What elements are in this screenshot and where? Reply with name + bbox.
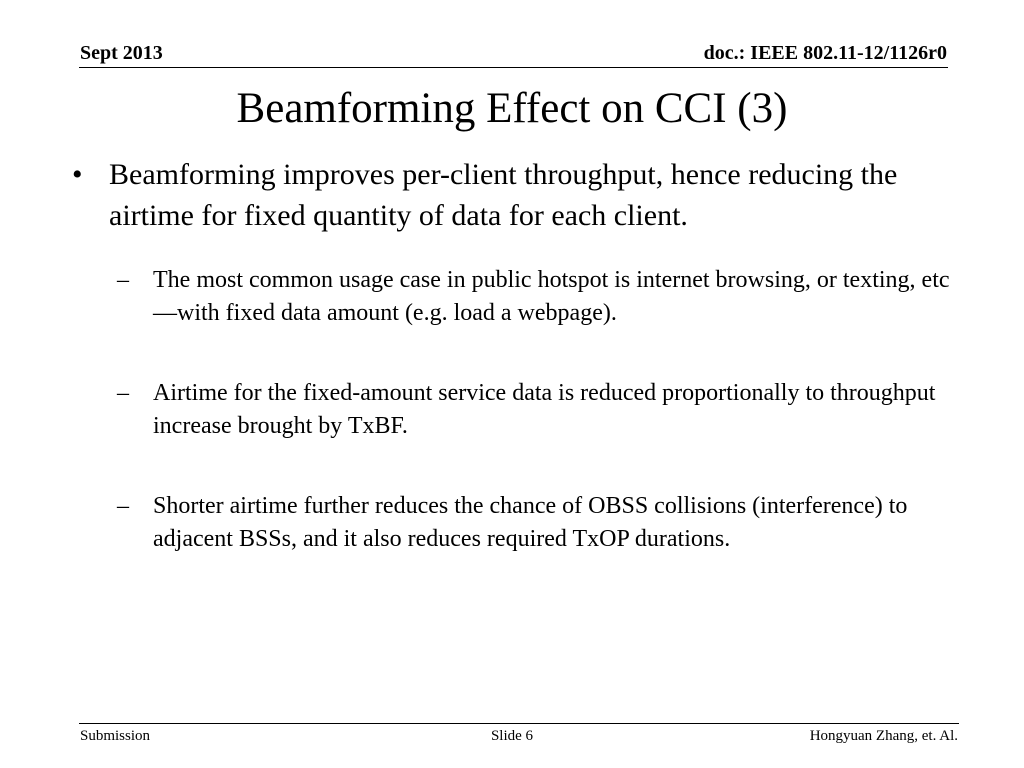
slide-body — [72, 154, 952, 603]
header-doc-id: doc.: IEEE 802.11-12/1126r0 — [703, 42, 947, 64]
header-date: Sept 2013 — [80, 42, 163, 64]
sub-bullet-marker: – — [117, 493, 129, 519]
bullet-item — [72, 154, 952, 236]
sub-bullet-text: Shorter airtime further reduces the chance of OBSS collisions (interference) to adjacent BSSs, and it also reduces required TxOP durations. — [153, 493, 908, 552]
footer-slide-number: Slide 6 — [490, 728, 534, 744]
sub-bullet-marker: – — [117, 267, 129, 293]
sub-bullet-item — [117, 377, 952, 443]
sub-bullet-marker: – — [117, 380, 129, 406]
bullet-text: Beamforming improves per-client throughput, hence reducing the airtime for fixed quantity of data for each client. — [109, 158, 898, 232]
sub-bullet-text: Airtime for the fixed-amount service data is reduced proportionally to throughput increase brought by TxBF. — [153, 380, 936, 439]
sub-bullet-text: The most common usage case in public hotspot is internet browsing, or texting, etc—with fixed data amount (e.g. load a webpage). — [153, 267, 950, 326]
sub-bullet-item — [117, 490, 952, 556]
header-divider — [79, 67, 948, 68]
footer-author: Hongyuan Zhang, et. Al. — [809, 728, 958, 744]
bullet-marker: • — [72, 158, 83, 191]
footer-submission: Submission — [80, 728, 151, 744]
footer-divider — [79, 723, 959, 724]
slide-title: Beamforming Effect on CCI (3) — [236, 85, 788, 132]
sub-bullet-item — [117, 264, 952, 330]
